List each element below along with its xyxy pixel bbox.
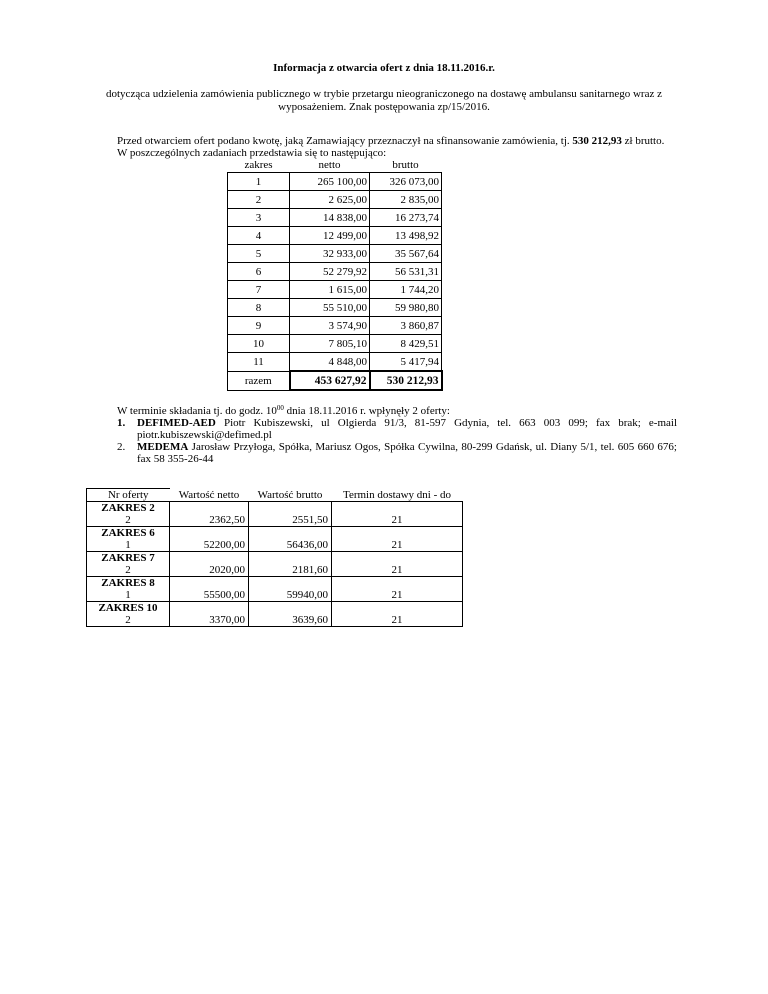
cell-zakres: 1 [228,173,290,191]
budget-table-row [228,317,442,335]
offers-section [117,402,677,465]
cell-zakres: 2 [228,191,290,209]
cell-wartosc-netto: 2362,50 [170,502,249,527]
cell-termin-dostawy: 21 [332,602,463,627]
cell-zakres: 5 [228,245,290,263]
header-wartosc-netto: Wartość netto [170,489,249,502]
cell-brutto: 59 980,80 [370,299,442,317]
offers-table-row [87,502,463,527]
offers-intro-sup: 00 [276,404,284,412]
zakres-label: ZAKRES 6 [101,527,155,539]
budget-table-body [228,158,442,390]
cell-brutto: 56 531,31 [370,263,442,281]
cell-netto: 1 615,00 [290,281,370,299]
cell-wartosc-brutto: 2181,60 [249,552,332,577]
offer-company-name: MEDEMA [137,441,189,453]
total-netto: 453 627,92 [290,371,370,390]
document-subtitle: dotycząca udzielenia zamówienia publicznego w trybie przetargu nieograniczonego na dostawę ambulansu sanitarnego wraz z wyposażeniem. Znak postępowania zp/15/2016. [106,88,662,113]
budget-table-row [228,173,442,191]
header-netto: netto [318,159,341,171]
budget-table-row [228,335,442,353]
cell-netto: 12 499,00 [290,227,370,245]
cell-wartosc-brutto: 2551,50 [249,502,332,527]
cell-zakres: 7 [228,281,290,299]
offer-number: 2 [125,514,131,526]
header-termin-dostawy: Termin dostawy dni - do [332,489,463,502]
budget-table-row [228,299,442,317]
cell-termin-dostawy: 21 [332,577,463,602]
budget-table-row [228,209,442,227]
cell-nr-oferty [87,502,170,527]
header-brutto: brutto [392,159,419,171]
cell-zakres: 6 [228,263,290,281]
cell-netto: 4 848,00 [290,353,370,372]
cell-wartosc-brutto: 59940,00 [249,577,332,602]
budget-table-row [228,245,442,263]
cell-netto: 55 510,00 [290,299,370,317]
cell-wartosc-netto: 55500,00 [170,577,249,602]
offers-table-row [87,577,463,602]
cell-brutto: 326 073,00 [370,173,442,191]
offer-number: 2 [125,564,131,576]
cell-zakres: 10 [228,335,290,353]
cell-zakres: 3 [228,209,290,227]
cell-netto: 7 805,10 [290,335,370,353]
budget-table [227,158,443,391]
offers-table-row [87,552,463,577]
offer-number: 2. [117,441,126,453]
document-title: Informacja z otwarcia ofert z dnia 18.11.2016.r. [273,62,495,74]
budget-table-total-row [228,371,442,390]
cell-nr-oferty [87,577,170,602]
offer-details: Jarosław Przyłoga, Spółka, Mariusz Ogos, Spółka Cywilna, 80-299 Gdańsk, ul. Diany 5/1, tel. 605 660 676; fax 58 355-26-44 [137,441,677,465]
cell-netto: 3 574,90 [290,317,370,335]
zakres-label: ZAKRES 7 [101,552,155,564]
budget-table-row [228,227,442,245]
intro-currency: zł brutto. [621,135,665,147]
cell-brutto: 1 744,20 [370,281,442,299]
cell-nr-oferty [87,602,170,627]
cell-wartosc-brutto: 56436,00 [249,527,332,552]
offer-number: 1 [125,589,131,601]
cell-netto: 32 933,00 [290,245,370,263]
cell-wartosc-netto: 52200,00 [170,527,249,552]
intro-line-1 [117,135,697,147]
zakres-label: ZAKRES 2 [101,502,155,514]
budget-table-row [228,191,442,209]
offer-number: 1 [125,539,131,551]
offers-intro [117,402,677,417]
cell-termin-dostawy: 21 [332,527,463,552]
offers-table-header [87,489,463,502]
header-wartosc-brutto: Wartość brutto [249,489,332,502]
cell-wartosc-netto: 2020,00 [170,552,249,577]
intro-text: Przed otwarciem ofert podano kwotę, jaką Zamawiający przeznaczył na sfinansowanie zamówienia, tj. [117,135,573,147]
cell-termin-dostawy: 21 [332,502,463,527]
offer-number: 2 [125,614,131,626]
cell-zakres: 4 [228,227,290,245]
offer-item-2 [117,441,677,465]
offer-item-1 [117,417,677,441]
intro-line-2: W poszczególnych zadaniach przedstawia się to następująco: [117,147,387,159]
offers-table-row [87,602,463,627]
cell-zakres: 8 [228,299,290,317]
budget-amount: 530 212,93 [572,135,622,147]
header-nr-oferty: Nr oferty [87,489,170,502]
budget-table-header [228,158,442,173]
total-label: razem [228,371,290,390]
offers-intro-text: W terminie składania tj. do godz. 10 [117,405,277,417]
offers-table-row [87,527,463,552]
offer-details: Piotr Kubiszewski, ul Olgierda 91/3, 81-597 Gdynia, tel. 663 003 099; fax brak; e-mail piotr.kubiszewski@defimed.pl [137,417,677,441]
cell-brutto: 8 429,51 [370,335,442,353]
offers-table-body [87,489,463,627]
cell-brutto: 2 835,00 [370,191,442,209]
cell-brutto: 5 417,94 [370,353,442,372]
cell-wartosc-netto: 3370,00 [170,602,249,627]
cell-netto: 265 100,00 [290,173,370,191]
budget-table-row [228,281,442,299]
offers-table [86,488,463,627]
budget-table-row [228,263,442,281]
intro-paragraph [117,135,697,159]
offer-company-name: DEFIMED-AED [137,417,216,429]
total-brutto: 530 212,93 [370,371,442,390]
cell-brutto: 13 498,92 [370,227,442,245]
cell-zakres: 9 [228,317,290,335]
cell-netto: 14 838,00 [290,209,370,227]
cell-brutto: 35 567,64 [370,245,442,263]
cell-termin-dostawy: 21 [332,552,463,577]
cell-nr-oferty [87,527,170,552]
cell-wartosc-brutto: 3639,60 [249,602,332,627]
cell-netto: 52 279,92 [290,263,370,281]
cell-zakres: 11 [228,353,290,372]
zakres-label: ZAKRES 8 [101,577,155,589]
header-zakres: zakres [244,159,273,171]
offers-intro-text-end: dnia 18.11.2016 r. wpłynęły 2 oferty: [283,405,450,417]
zakres-label: ZAKRES 10 [98,602,158,614]
cell-brutto: 16 273,74 [370,209,442,227]
offer-number: 1. [117,417,126,429]
cell-brutto: 3 860,87 [370,317,442,335]
budget-table-row [228,353,442,372]
cell-nr-oferty [87,552,170,577]
cell-netto: 2 625,00 [290,191,370,209]
